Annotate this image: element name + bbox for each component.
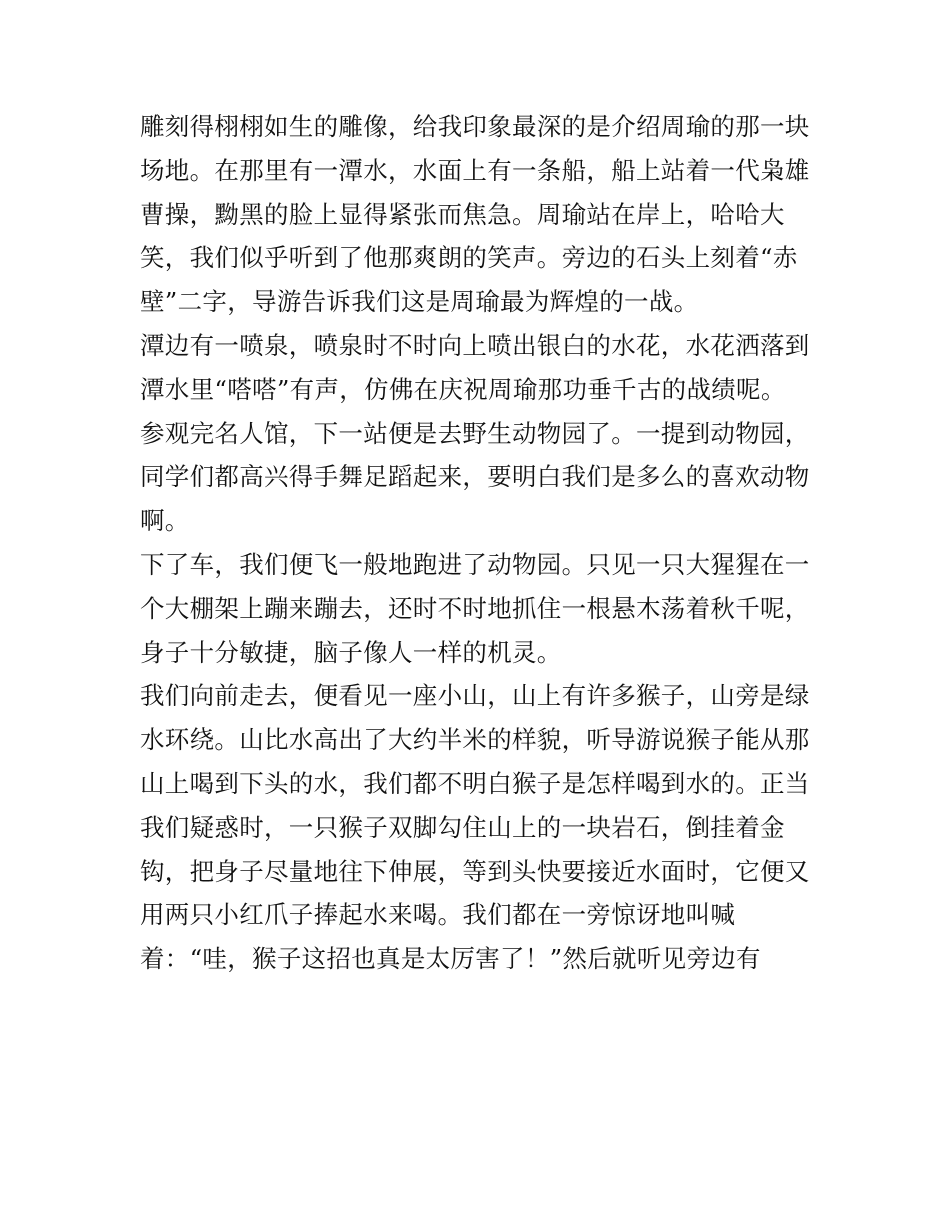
text-line: 下了车，我们便飞一般地跑进了动物园。只见一只大猩猩在一 (140, 549, 810, 579)
text-line: 同学们都高兴得手舞足蹈起来，要明白我们是多么的喜欢动物 (140, 462, 810, 492)
text-line: 我们疑惑时，一只猴子双脚勾住山上的一块岩石，倒挂着金 (140, 812, 785, 842)
text-line: 笑，我们似乎听到了他那爽朗的笑声。旁边的石头上刻着“赤 (140, 243, 798, 273)
text-line: 山上喝到下头的水，我们都不明白猴子是怎样喝到水的。正当 (140, 768, 810, 798)
text-line: 潭边有一喷泉，喷泉时不时向上喷出银白的水花，水花洒落到 (140, 330, 810, 360)
text-line: 雕刻得栩栩如生的雕像，给我印象最深的是介绍周瑜的那一块 (140, 112, 810, 141)
text-line: 水环绕。山比水高出了大约半米的样貌，听导游说猴子能从那 (140, 725, 810, 755)
text-line: 参观完名人馆，下一站便是去野生动物园了。一提到动物园， (140, 418, 810, 448)
text-line: 用两只小红爪子捧起水来喝。我们都在一旁惊讶地叫喊 (140, 900, 736, 930)
text-line: 潭水里“嗒嗒”有声，仿佛在庆祝周瑜那功垂千古的战绩呢。 (140, 374, 786, 404)
text-line: 我们向前走去，便看见一座小山，山上有许多猴子，山旁是绿 (140, 681, 810, 711)
text-line: 身子十分敏捷，脑子像人一样的机灵。 (140, 637, 562, 667)
text-line: 壁”二字，导游告诉我们这是周瑜最为辉煌的一战。 (140, 287, 699, 317)
text-line: 啊。 (140, 506, 190, 536)
text-line: 着：“哇，猴子这招也真是太厉害了！”然后就听见旁边有 (140, 944, 761, 974)
text-line: 钩，把身子尽量地往下伸展，等到头快要接近水面时，它便又 (140, 856, 810, 886)
text-line: 曹操，黝黑的脸上显得紧张而焦急。周瑜站在岸上，哈哈大 (140, 199, 785, 229)
text-line: 场地。在那里有一潭水，水面上有一条船，船上站着一代枭雄 (140, 155, 810, 185)
text-line: 个大棚架上蹦来蹦去，还时不时地抓住一根悬木荡着秋千呢， (140, 593, 810, 623)
essay-text (140, 105, 830, 981)
